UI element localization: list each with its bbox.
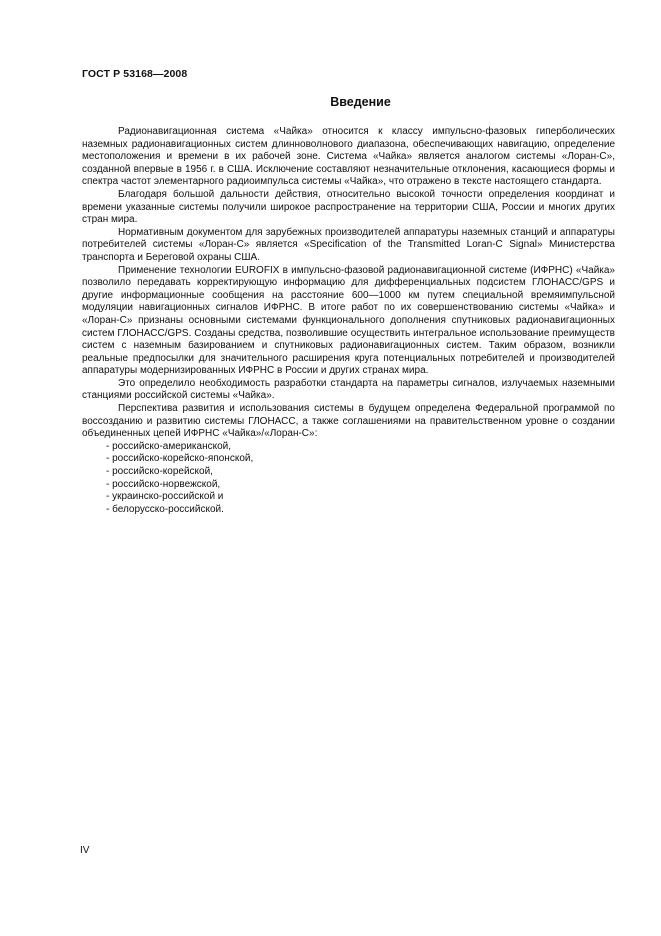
paragraph-4: Применение технологии EUROFIX в импульсно-фазовой радионавигационной системе (ИФРНС) «Чайка» позволило передавать корректирующую информацию для дифференциальных подсистем ГЛОНАСС/GPS и другие информационные сообщения на расстояние 600—1000 км путем специальной времяимпульсной модуляции навигационных сигналов ИФРНС. В итоге работ по их совершенствованию системы «Чайка» и «Лоран-С» признаны основными системами функционального дополнения спутниковых радионавигационных систем ГЛОНАСС/GPS. Созданы средства, позволившие осуществить интегральное использование преимуществ систем с наземным базированием и спутниковых радионавигационных систем. Таким образом, возникли реальные предпосылки для значительного расширения круга потенциальных потребителей и производителей аппаратуры модернизированных ИФРНС в России и других странах мира.	[82, 264, 615, 377]
list-item: - белорусско-российской.	[106, 503, 224, 515]
page-number: IV	[80, 845, 90, 856]
body-text	[82, 126, 615, 516]
paragraph-2: Благодаря большой дальности действия, относительно высокой точности определения координат и времени указанные системы получили широкое распространение на территории США, России и многих других стран мира.	[82, 188, 615, 226]
section-title: Введение	[330, 95, 391, 109]
paragraph-3: Нормативным документом для зарубежных производителей аппаратуры наземных станций и аппаратуры потребителей системы «Лоран-С» является «Specification of the Transmitted Loran-C Signal» Министерства транспорта и Береговой охраны США.	[82, 226, 615, 263]
cooperation-list	[82, 441, 615, 517]
paragraph-6: Перспектива развития и использования системы в будущем определена Федеральной программой по воссозданию и развитию системы ГЛОНАСС, а также соглашениями на правительственном уровне о создании объединенных цепей ИФРНС «Чайка»/«Лоран-С»:	[82, 403, 615, 440]
paragraph-5: Это определило необходимость разработки стандарта на параметры сигналов, излучаемых наземными станциями российской системы «Чайка».	[82, 377, 615, 402]
list-item: - российско-норвежской,	[106, 478, 221, 490]
list-item: - украинско-российской и	[106, 491, 224, 503]
list-item: - российско-корейской,	[106, 466, 213, 478]
document-id-header: ГОСТ Р 53168—2008	[82, 68, 188, 80]
paragraph-1: Радионавигационная система «Чайка» относится к классу импульсно-фазовых гиперболических наземных радионавигационных систем длинноволнового диапазона, обеспечивающих навигацию, определение местоположения и времени в их рабочей зоне. Система «Чайка» является аналогом системы «Лоран-С», созданной впервые в 1956 г. в США. Исключение составляют незначительные отклонения, касающиеся формы и спектра частот элементарного радиоимпульса системы «Чайка», что отражено в тексте настоящего стандарта.	[82, 126, 615, 188]
list-item: - российско-американской,	[106, 440, 232, 452]
list-item: - российско-корейско-японской,	[106, 453, 254, 465]
